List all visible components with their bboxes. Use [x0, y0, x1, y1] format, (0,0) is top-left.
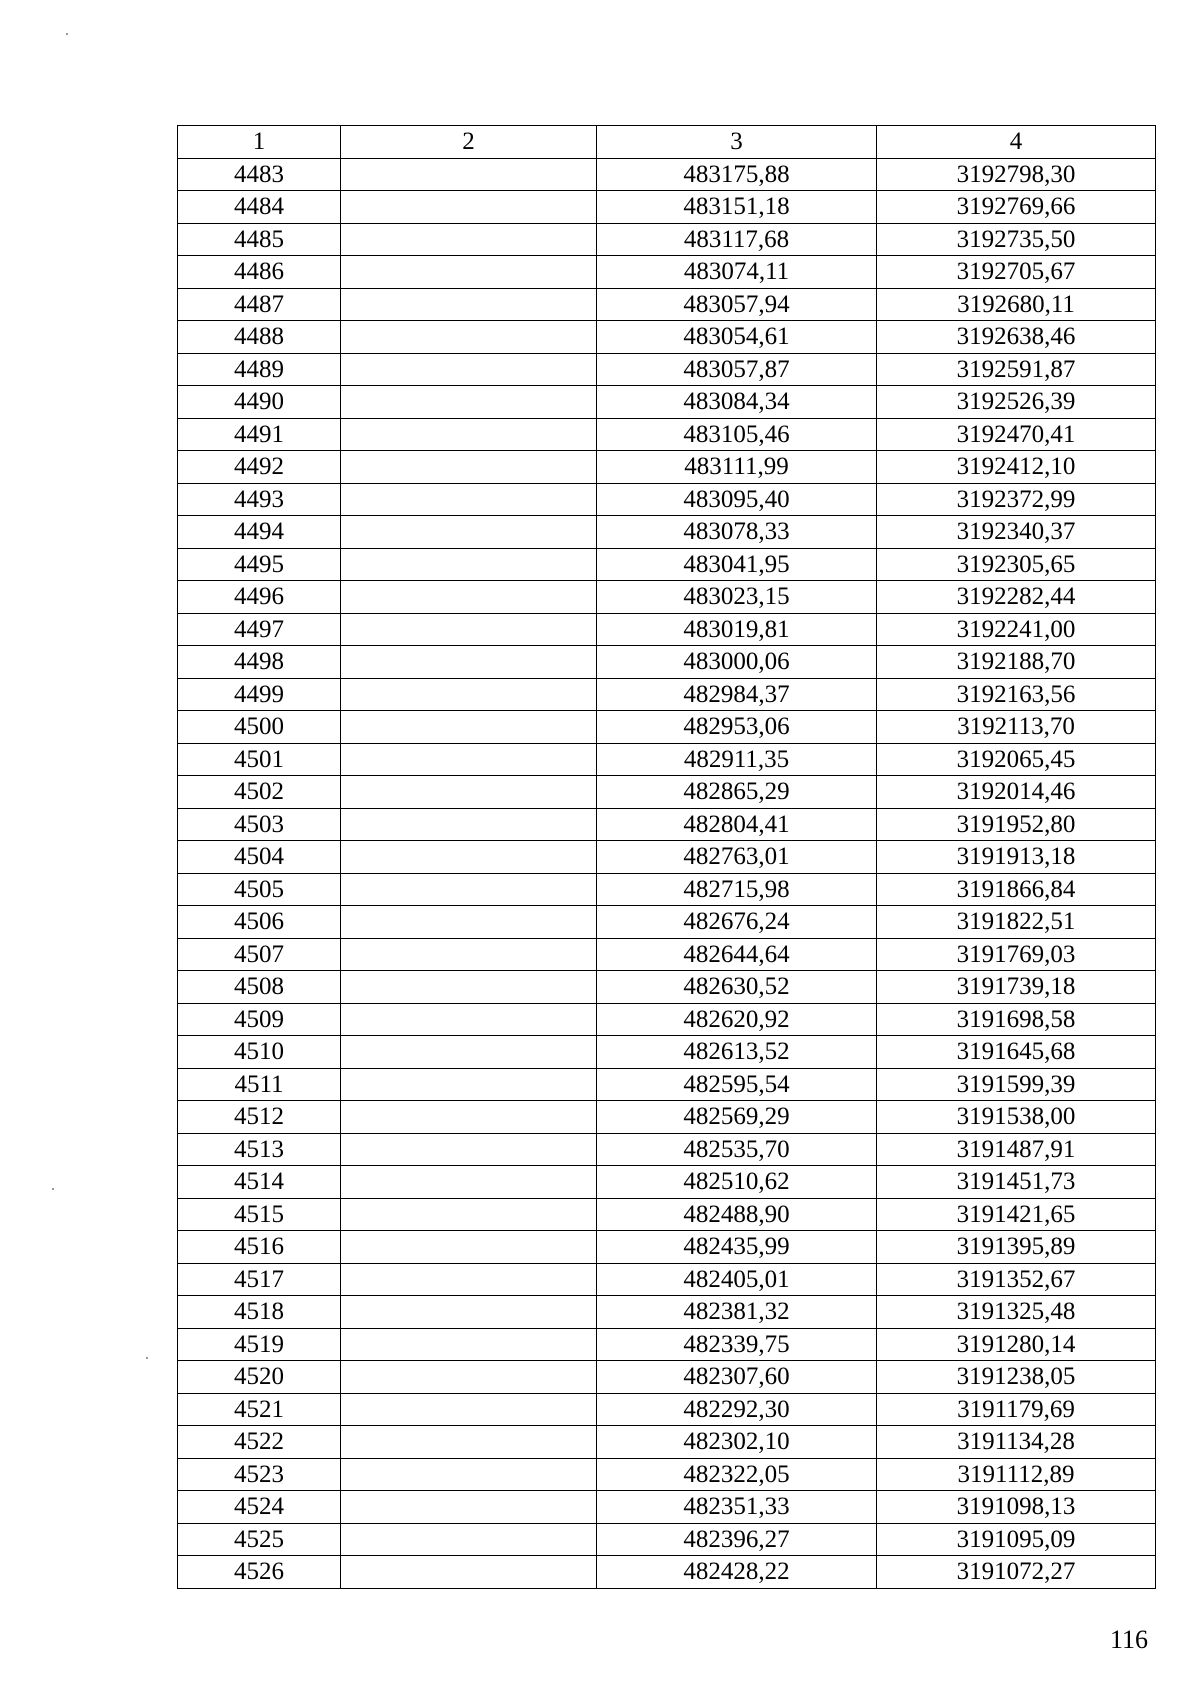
x-coordinate-cell: 482302,10	[597, 1426, 877, 1459]
table-row	[178, 353, 1156, 386]
column-header-4: 4	[877, 126, 1156, 159]
x-coordinate-cell: 482307,60	[597, 1361, 877, 1394]
x-coordinate-cell: 482488,90	[597, 1198, 877, 1231]
x-coordinate-cell: 482396,27	[597, 1523, 877, 1556]
point-number-cell: 4500	[178, 711, 341, 744]
description-cell	[341, 1556, 597, 1589]
x-coordinate-cell: 482339,75	[597, 1328, 877, 1361]
table-row	[178, 1166, 1156, 1199]
table-row	[178, 938, 1156, 971]
coordinates-table	[177, 125, 1156, 1589]
x-coordinate-cell: 483074,11	[597, 256, 877, 289]
point-number-cell: 4488	[178, 321, 341, 354]
table-row	[178, 1198, 1156, 1231]
table-row	[178, 711, 1156, 744]
y-coordinate-cell: 3192412,10	[877, 451, 1156, 484]
y-coordinate-cell: 3192282,44	[877, 581, 1156, 614]
y-coordinate-cell: 3191095,09	[877, 1523, 1156, 1556]
x-coordinate-cell: 483054,61	[597, 321, 877, 354]
x-coordinate-cell: 482715,98	[597, 873, 877, 906]
x-coordinate-cell: 483175,88	[597, 158, 877, 191]
table-row	[178, 483, 1156, 516]
y-coordinate-cell: 3192014,46	[877, 776, 1156, 809]
column-header-2: 2	[341, 126, 597, 159]
y-coordinate-cell: 3191769,03	[877, 938, 1156, 971]
description-cell	[341, 1491, 597, 1524]
x-coordinate-cell: 482613,52	[597, 1036, 877, 1069]
x-coordinate-cell: 482435,99	[597, 1231, 877, 1264]
point-number-cell: 4493	[178, 483, 341, 516]
description-cell	[341, 841, 597, 874]
table-row	[178, 581, 1156, 614]
x-coordinate-cell: 482620,92	[597, 1003, 877, 1036]
point-number-cell: 4513	[178, 1133, 341, 1166]
y-coordinate-cell: 3192372,99	[877, 483, 1156, 516]
description-cell	[341, 548, 597, 581]
description-cell	[341, 418, 597, 451]
y-coordinate-cell: 3191451,73	[877, 1166, 1156, 1199]
point-number-cell: 4499	[178, 678, 341, 711]
point-number-cell: 4524	[178, 1491, 341, 1524]
table-row	[178, 743, 1156, 776]
table-row	[178, 1328, 1156, 1361]
y-coordinate-cell: 3191599,39	[877, 1068, 1156, 1101]
description-cell	[341, 1198, 597, 1231]
description-cell	[341, 483, 597, 516]
x-coordinate-cell: 482381,32	[597, 1296, 877, 1329]
y-coordinate-cell: 3192340,37	[877, 516, 1156, 549]
point-number-cell: 4484	[178, 191, 341, 224]
description-cell	[341, 321, 597, 354]
description-cell	[341, 516, 597, 549]
description-cell	[341, 808, 597, 841]
description-cell	[341, 776, 597, 809]
y-coordinate-cell: 3191179,69	[877, 1393, 1156, 1426]
y-coordinate-cell: 3192526,39	[877, 386, 1156, 419]
point-number-cell: 4523	[178, 1458, 341, 1491]
table-row	[178, 158, 1156, 191]
table-row	[178, 386, 1156, 419]
y-coordinate-cell: 3191487,91	[877, 1133, 1156, 1166]
point-number-cell: 4520	[178, 1361, 341, 1394]
x-coordinate-cell: 482292,30	[597, 1393, 877, 1426]
table-row	[178, 516, 1156, 549]
y-coordinate-cell: 3191913,18	[877, 841, 1156, 874]
description-cell	[341, 353, 597, 386]
table-row	[178, 613, 1156, 646]
point-number-cell: 4486	[178, 256, 341, 289]
x-coordinate-cell: 482911,35	[597, 743, 877, 776]
table-row	[178, 1263, 1156, 1296]
point-number-cell: 4498	[178, 646, 341, 679]
point-number-cell: 4511	[178, 1068, 341, 1101]
table-row	[178, 451, 1156, 484]
point-number-cell: 4502	[178, 776, 341, 809]
y-coordinate-cell: 3192305,65	[877, 548, 1156, 581]
table-row	[178, 1231, 1156, 1264]
table-header-row	[178, 126, 1156, 159]
x-coordinate-cell: 482428,22	[597, 1556, 877, 1589]
y-coordinate-cell: 3191645,68	[877, 1036, 1156, 1069]
table-row	[178, 1393, 1156, 1426]
description-cell	[341, 1328, 597, 1361]
table-row	[178, 1426, 1156, 1459]
table-row	[178, 418, 1156, 451]
description-cell	[341, 906, 597, 939]
table-row	[178, 776, 1156, 809]
y-coordinate-cell: 3192188,70	[877, 646, 1156, 679]
y-coordinate-cell: 3191866,84	[877, 873, 1156, 906]
y-coordinate-cell: 3191280,14	[877, 1328, 1156, 1361]
description-cell	[341, 223, 597, 256]
point-number-cell: 4497	[178, 613, 341, 646]
description-cell	[341, 1393, 597, 1426]
x-coordinate-cell: 483151,18	[597, 191, 877, 224]
x-coordinate-cell: 482804,41	[597, 808, 877, 841]
y-coordinate-cell: 3191395,89	[877, 1231, 1156, 1264]
x-coordinate-cell: 482510,62	[597, 1166, 877, 1199]
description-cell	[341, 451, 597, 484]
point-number-cell: 4516	[178, 1231, 341, 1264]
x-coordinate-cell: 482865,29	[597, 776, 877, 809]
table-row	[178, 1036, 1156, 1069]
point-number-cell: 4491	[178, 418, 341, 451]
y-coordinate-cell: 3192769,66	[877, 191, 1156, 224]
x-coordinate-cell: 482630,52	[597, 971, 877, 1004]
table-row	[178, 971, 1156, 1004]
table-row	[178, 191, 1156, 224]
table-row	[178, 841, 1156, 874]
table-row	[178, 1458, 1156, 1491]
description-cell	[341, 1003, 597, 1036]
description-cell	[341, 1166, 597, 1199]
table-row	[178, 1101, 1156, 1134]
table-row	[178, 256, 1156, 289]
x-coordinate-cell: 482405,01	[597, 1263, 877, 1296]
point-number-cell: 4504	[178, 841, 341, 874]
point-number-cell: 4501	[178, 743, 341, 776]
y-coordinate-cell: 3191112,89	[877, 1458, 1156, 1491]
point-number-cell: 4492	[178, 451, 341, 484]
table-row	[178, 1491, 1156, 1524]
x-coordinate-cell: 483117,68	[597, 223, 877, 256]
page-number: 116	[1110, 1625, 1149, 1654]
x-coordinate-cell: 483023,15	[597, 581, 877, 614]
description-cell	[341, 613, 597, 646]
description-cell	[341, 1231, 597, 1264]
table-row	[178, 1003, 1156, 1036]
point-number-cell: 4517	[178, 1263, 341, 1296]
point-number-cell: 4483	[178, 158, 341, 191]
description-cell	[341, 678, 597, 711]
description-cell	[341, 256, 597, 289]
point-number-cell: 4525	[178, 1523, 341, 1556]
y-coordinate-cell: 3192065,45	[877, 743, 1156, 776]
y-coordinate-cell: 3192591,87	[877, 353, 1156, 386]
x-coordinate-cell: 482644,64	[597, 938, 877, 971]
table-row	[178, 223, 1156, 256]
description-cell	[341, 711, 597, 744]
x-coordinate-cell: 482351,33	[597, 1491, 877, 1524]
column-header-3: 3	[597, 126, 877, 159]
x-coordinate-cell: 482676,24	[597, 906, 877, 939]
description-cell	[341, 1263, 597, 1296]
x-coordinate-cell: 483095,40	[597, 483, 877, 516]
description-cell	[341, 1361, 597, 1394]
x-coordinate-cell: 482322,05	[597, 1458, 877, 1491]
table-row	[178, 1556, 1156, 1589]
description-cell	[341, 1101, 597, 1134]
y-coordinate-cell: 3191072,27	[877, 1556, 1156, 1589]
table-row	[178, 873, 1156, 906]
point-number-cell: 4522	[178, 1426, 341, 1459]
x-coordinate-cell: 483041,95	[597, 548, 877, 581]
y-coordinate-cell: 3191352,67	[877, 1263, 1156, 1296]
point-number-cell: 4508	[178, 971, 341, 1004]
table-row	[178, 548, 1156, 581]
x-coordinate-cell: 483057,94	[597, 288, 877, 321]
point-number-cell: 4526	[178, 1556, 341, 1589]
y-coordinate-cell: 3192705,67	[877, 256, 1156, 289]
y-coordinate-cell: 3191952,80	[877, 808, 1156, 841]
table-row	[178, 808, 1156, 841]
description-cell	[341, 646, 597, 679]
description-cell	[341, 873, 597, 906]
table-row	[178, 1361, 1156, 1394]
scan-speck	[66, 33, 68, 35]
x-coordinate-cell: 482569,29	[597, 1101, 877, 1134]
point-number-cell: 4514	[178, 1166, 341, 1199]
point-number-cell: 4495	[178, 548, 341, 581]
description-cell	[341, 938, 597, 971]
point-number-cell: 4505	[178, 873, 341, 906]
scan-speck	[52, 1188, 54, 1190]
table-row	[178, 1133, 1156, 1166]
point-number-cell: 4515	[178, 1198, 341, 1231]
description-cell	[341, 1296, 597, 1329]
table-row	[178, 906, 1156, 939]
y-coordinate-cell: 3192241,00	[877, 613, 1156, 646]
point-number-cell: 4518	[178, 1296, 341, 1329]
y-coordinate-cell: 3191538,00	[877, 1101, 1156, 1134]
table-row	[178, 1068, 1156, 1101]
x-coordinate-cell: 482535,70	[597, 1133, 877, 1166]
x-coordinate-cell: 483078,33	[597, 516, 877, 549]
column-header-1: 1	[178, 126, 341, 159]
x-coordinate-cell: 482953,06	[597, 711, 877, 744]
y-coordinate-cell: 3191421,65	[877, 1198, 1156, 1231]
point-number-cell: 4485	[178, 223, 341, 256]
y-coordinate-cell: 3192163,56	[877, 678, 1156, 711]
point-number-cell: 4507	[178, 938, 341, 971]
point-number-cell: 4489	[178, 353, 341, 386]
table-row	[178, 288, 1156, 321]
y-coordinate-cell: 3191325,48	[877, 1296, 1156, 1329]
point-number-cell: 4512	[178, 1101, 341, 1134]
x-coordinate-cell: 483000,06	[597, 646, 877, 679]
y-coordinate-cell: 3192638,46	[877, 321, 1156, 354]
description-cell	[341, 191, 597, 224]
x-coordinate-cell: 483057,87	[597, 353, 877, 386]
x-coordinate-cell: 482595,54	[597, 1068, 877, 1101]
y-coordinate-cell: 3191698,58	[877, 1003, 1156, 1036]
table-row	[178, 678, 1156, 711]
description-cell	[341, 158, 597, 191]
description-cell	[341, 1036, 597, 1069]
point-number-cell: 4490	[178, 386, 341, 419]
y-coordinate-cell: 3192113,70	[877, 711, 1156, 744]
y-coordinate-cell: 3192470,41	[877, 418, 1156, 451]
x-coordinate-cell: 483084,34	[597, 386, 877, 419]
y-coordinate-cell: 3191739,18	[877, 971, 1156, 1004]
description-cell	[341, 1458, 597, 1491]
description-cell	[341, 743, 597, 776]
y-coordinate-cell: 3191098,13	[877, 1491, 1156, 1524]
description-cell	[341, 971, 597, 1004]
point-number-cell: 4521	[178, 1393, 341, 1426]
point-number-cell: 4519	[178, 1328, 341, 1361]
description-cell	[341, 1426, 597, 1459]
point-number-cell: 4503	[178, 808, 341, 841]
x-coordinate-cell: 483111,99	[597, 451, 877, 484]
table-row	[178, 1523, 1156, 1556]
y-coordinate-cell: 3191134,28	[877, 1426, 1156, 1459]
y-coordinate-cell: 3191238,05	[877, 1361, 1156, 1394]
scan-speck	[146, 1357, 148, 1359]
table-body	[178, 158, 1156, 1588]
table-row	[178, 1296, 1156, 1329]
point-number-cell: 4510	[178, 1036, 341, 1069]
point-number-cell: 4487	[178, 288, 341, 321]
table-row	[178, 321, 1156, 354]
description-cell	[341, 1523, 597, 1556]
point-number-cell: 4506	[178, 906, 341, 939]
description-cell	[341, 581, 597, 614]
x-coordinate-cell: 482984,37	[597, 678, 877, 711]
point-number-cell: 4509	[178, 1003, 341, 1036]
description-cell	[341, 386, 597, 419]
table-row	[178, 646, 1156, 679]
y-coordinate-cell: 3192680,11	[877, 288, 1156, 321]
y-coordinate-cell: 3192735,50	[877, 223, 1156, 256]
x-coordinate-cell: 482763,01	[597, 841, 877, 874]
y-coordinate-cell: 3192798,30	[877, 158, 1156, 191]
description-cell	[341, 288, 597, 321]
point-number-cell: 4494	[178, 516, 341, 549]
x-coordinate-cell: 483019,81	[597, 613, 877, 646]
description-cell	[341, 1133, 597, 1166]
description-cell	[341, 1068, 597, 1101]
x-coordinate-cell: 483105,46	[597, 418, 877, 451]
y-coordinate-cell: 3191822,51	[877, 906, 1156, 939]
point-number-cell: 4496	[178, 581, 341, 614]
